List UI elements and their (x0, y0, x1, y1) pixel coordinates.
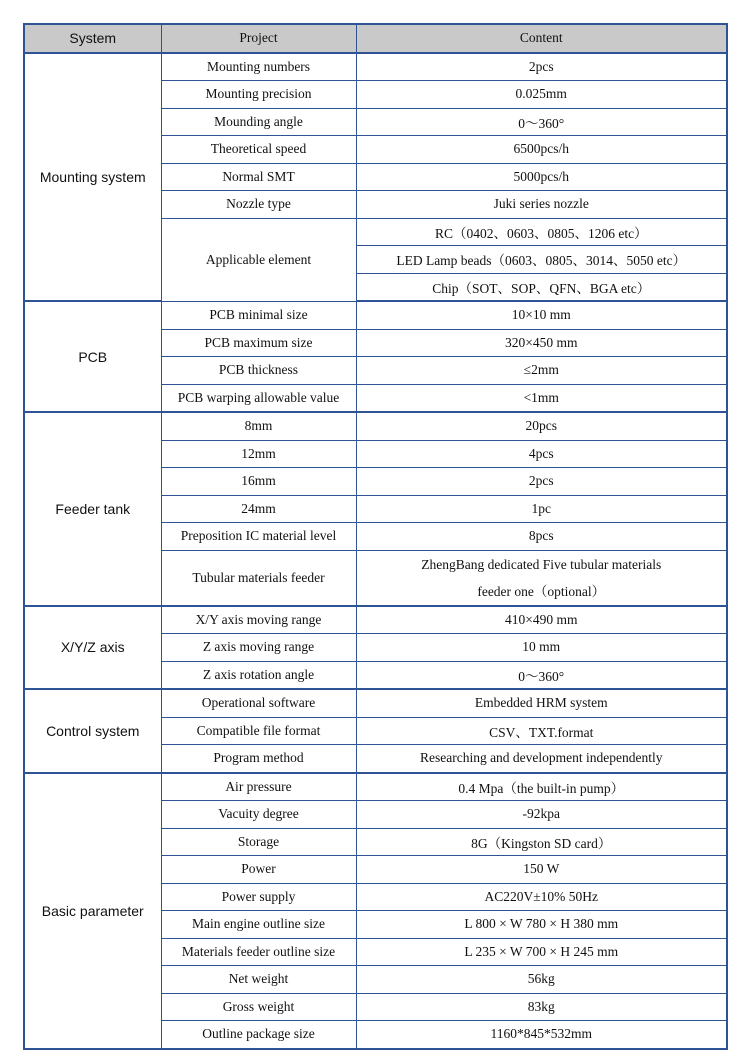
content-line: 10 mm (522, 639, 561, 655)
content-cell (356, 468, 727, 496)
content-cell (356, 966, 727, 994)
project-cell: Air pressure (161, 773, 356, 801)
project-cell: Outline package size (161, 1021, 356, 1049)
content-cell (356, 357, 727, 385)
project-cell: PCB minimal size (161, 301, 356, 329)
content-cell: RC（0402、0603、0805、1206 etc） (356, 218, 727, 246)
project-cell: 8mm (161, 412, 356, 440)
project-cell: 12mm (161, 440, 356, 468)
content-cell (356, 801, 727, 829)
project-cell: Preposition IC material level (161, 523, 356, 551)
project-cell: Gross weight (161, 993, 356, 1021)
table-row (24, 689, 727, 717)
content-line: <1mm (523, 389, 559, 405)
header-system: System (24, 24, 161, 53)
content-cell (356, 301, 727, 329)
content-line: L 235 × W 700 × H 245 mm (464, 943, 619, 959)
table-row (24, 53, 727, 81)
content-line: 8G（Kingston SD card） (471, 835, 612, 851)
content-cell (356, 495, 727, 523)
content-cell (356, 550, 727, 606)
content-cell (356, 523, 727, 551)
spec-table-body (24, 53, 727, 1049)
content-line: 150 W (523, 861, 560, 877)
content-line: feeder one（optional） (477, 583, 606, 599)
header-content: Content (356, 24, 727, 53)
table-row (24, 606, 727, 634)
spec-table (23, 23, 728, 1050)
content-cell (356, 689, 727, 717)
project-cell: PCB warping allowable value (161, 384, 356, 412)
content-line: 10×10 mm (511, 307, 571, 323)
content-cell (356, 384, 727, 412)
project-cell: Storage (161, 828, 356, 856)
content-cell (356, 136, 727, 164)
system-cell: Basic parameter (24, 773, 161, 1049)
project-cell: PCB thickness (161, 357, 356, 385)
content-line: 20pcs (525, 418, 557, 434)
content-line: 6500pcs/h (513, 141, 569, 157)
content-line: 0～360° (518, 115, 565, 131)
content-line: 56kg (527, 971, 555, 987)
project-cell: Materials feeder outline size (161, 938, 356, 966)
content-cell: LED Lamp beads（0603、0805、3014、5050 etc） (356, 246, 727, 274)
content-cell (356, 856, 727, 884)
content-cell (356, 440, 727, 468)
content-line: 4pcs (528, 445, 554, 461)
content-cell (356, 993, 727, 1021)
content-line: 410×490 mm (505, 611, 578, 627)
content-line: 1160*845*532mm (490, 1026, 592, 1042)
content-line: ≤2mm (523, 362, 559, 378)
content-line: CSV、TXT.format (489, 724, 594, 740)
content-line: Juki series nozzle (493, 196, 589, 212)
project-cell: Operational software (161, 689, 356, 717)
content-line: 83kg (527, 998, 555, 1014)
project-cell: Mounting numbers (161, 53, 356, 81)
content-cell (356, 81, 727, 109)
content-line: Researching and development independently (419, 750, 663, 766)
project-cell: Normal SMT (161, 163, 356, 191)
project-cell: Program method (161, 745, 356, 773)
project-cell: Main engine outline size (161, 911, 356, 939)
project-cell: Mounting precision (161, 81, 356, 109)
project-cell: Power supply (161, 883, 356, 911)
content-cell (356, 661, 727, 689)
project-cell: Power (161, 856, 356, 884)
project-cell: Applicable element (161, 218, 356, 301)
content-cell (356, 412, 727, 440)
project-cell: Z axis rotation angle (161, 661, 356, 689)
content-cell (356, 163, 727, 191)
content-line: 0.4 Mpa（the built-in pump） (458, 780, 625, 796)
project-cell: PCB maximum size (161, 329, 356, 357)
system-cell: PCB (24, 301, 161, 412)
content-line: -92kpa (522, 806, 560, 822)
content-line: 320×450 mm (505, 334, 578, 350)
header-project: Project (161, 24, 356, 53)
content-line: 2pcs (528, 58, 554, 74)
content-line: 8pcs (528, 528, 554, 544)
table-row (24, 301, 727, 329)
project-cell: Mounding angle (161, 108, 356, 136)
content-cell (356, 606, 727, 634)
content-line: 0～360° (518, 668, 565, 684)
content-cell (356, 828, 727, 856)
project-cell: Nozzle type (161, 191, 356, 219)
project-cell: 16mm (161, 468, 356, 496)
project-cell: Z axis moving range (161, 634, 356, 662)
content-cell (356, 53, 727, 81)
content-cell (356, 191, 727, 219)
system-cell: X/Y/Z axis (24, 606, 161, 690)
content-line: AC220V±10% 50Hz (484, 888, 599, 904)
project-cell: Vacuity degree (161, 801, 356, 829)
content-cell (356, 773, 727, 801)
system-cell: Control system (24, 689, 161, 773)
content-cell: Chip（SOT、SOP、QFN、BGA etc） (356, 273, 727, 301)
content-cell (356, 329, 727, 357)
content-line: ZhengBang dedicated Five tubular materials (421, 556, 662, 572)
content-cell (356, 911, 727, 939)
project-cell: X/Y axis moving range (161, 606, 356, 634)
content-cell (356, 108, 727, 136)
project-cell: 24mm (161, 495, 356, 523)
content-line: L 800 × W 780 × H 380 mm (464, 916, 619, 932)
content-cell (356, 883, 727, 911)
project-cell: Compatible file format (161, 717, 356, 745)
project-cell: Tubular materials feeder (161, 550, 356, 606)
table-header-row (24, 24, 727, 53)
content-line: Embedded HRM system (474, 695, 608, 711)
system-cell: Mounting system (24, 53, 161, 302)
table-row (24, 773, 727, 801)
project-cell: Net weight (161, 966, 356, 994)
content-cell (356, 938, 727, 966)
content-line: 2pcs (528, 473, 554, 489)
content-cell (356, 717, 727, 745)
content-line: 1pc (531, 500, 551, 516)
content-cell (356, 745, 727, 773)
project-cell: Theoretical speed (161, 136, 356, 164)
table-row (24, 412, 727, 440)
content-cell (356, 634, 727, 662)
content-cell (356, 1021, 727, 1049)
system-cell: Feeder tank (24, 412, 161, 606)
content-line: 5000pcs/h (513, 168, 569, 184)
content-line: 0.025mm (515, 86, 567, 102)
